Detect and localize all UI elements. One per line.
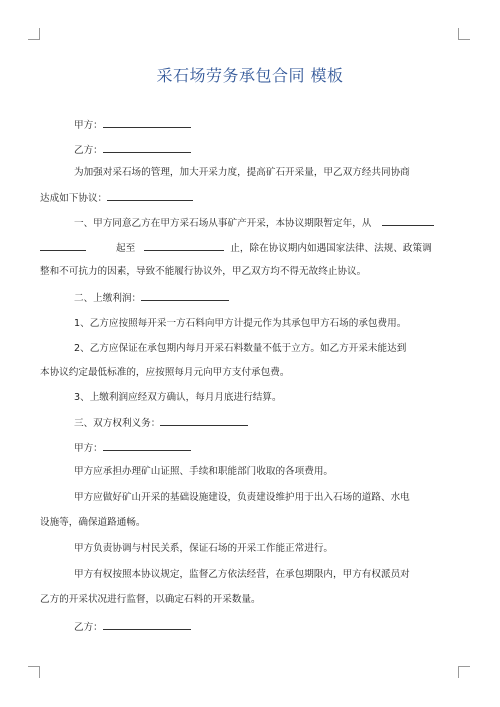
party-a-duty-4b: 乙方的开采状况进行监督，以确定石料的开采数量。 xyxy=(40,594,261,605)
page-corner-mark-top-right xyxy=(458,28,470,40)
intro-text-2: 达成如下协议： xyxy=(40,193,108,204)
clause1-end-date-blank xyxy=(144,241,224,251)
clause1-text-2b: 止，除在协议期内如遇国家法律、法规、政策调 xyxy=(230,243,432,254)
party-a-label: 甲方： xyxy=(74,120,103,131)
party-b-label: 乙方： xyxy=(74,145,103,156)
party-a-blank xyxy=(103,118,191,128)
section2-item-3: 3、上缴利润应经双方确认，每月月底进行结算。 xyxy=(74,392,282,403)
party-b-duty-label: 乙方： xyxy=(74,622,103,633)
section2-item-2a: 2、乙方应保证在承包期内每月开采石料数量不低于立方。如乙方开采未能达到 xyxy=(74,343,407,354)
party-a-line xyxy=(74,118,191,132)
section2-item-2b: 本协议约定最低标准的，应按照每月元向甲方支付承包费。 xyxy=(40,367,290,378)
intro-line-1: 为加强对采石场的管理，加大开采力度，提高矿石开采量，甲乙双方经共同协商 xyxy=(74,167,410,178)
page-corner-mark-top-left xyxy=(28,28,40,40)
page-corner-mark-bottom-right xyxy=(458,666,470,678)
clause1-start-blank xyxy=(382,216,434,226)
party-b-duty-blank xyxy=(103,620,191,630)
section2-line xyxy=(74,291,229,305)
document-title: 采石场劳务承包合同 模板 xyxy=(156,66,344,85)
section2-item-1: 1、乙方应按照每开采一方石料向甲方计提元作为其承包甲方石场的承包费用。 xyxy=(74,318,407,329)
party-a-duty-label: 甲方： xyxy=(74,443,103,454)
section3-line xyxy=(74,416,248,430)
party-a-duty-2b: 设施等，确保道路通畅。 xyxy=(40,517,146,528)
page-corner-mark-bottom-left xyxy=(28,666,40,678)
section2-heading: 二、上缴利润： xyxy=(74,293,142,304)
party-a-duty-4a: 甲方有权按照本协议规定，监督乙方依法经营，在承包期限内，甲方有权派员对 xyxy=(74,569,410,580)
clause1-start-date-blank xyxy=(40,241,86,251)
clause1-text-1: 一、甲方同意乙方在甲方采石场从事矿产开采，本协议期限暂定年，从 xyxy=(74,218,372,229)
party-b-line xyxy=(74,143,191,157)
party-a-duty-blank xyxy=(103,441,191,451)
clause1-line-1 xyxy=(74,216,434,230)
clause1-text-2a: 起至 xyxy=(116,243,136,254)
section2-blank xyxy=(141,291,229,301)
section3-heading: 三、双方权利义务： xyxy=(74,418,161,429)
party-b-blank xyxy=(103,143,191,153)
party-b-duty-line xyxy=(74,620,191,634)
party-a-duty-1: 甲方应承担办理矿山证照、手续和职能部门收取的各项费用。 xyxy=(74,466,334,477)
clause1-line-2 xyxy=(40,241,432,255)
party-a-duty-3: 甲方负责协调与村民关系，保证石场的开采工作能正常进行。 xyxy=(74,543,334,554)
intro-line-2 xyxy=(40,191,193,205)
clause1-line-3: 整和不可抗力的因素，导致不能履行协议外，甲乙双方均不得无故终止协议。 xyxy=(40,266,367,277)
party-a-duty-line xyxy=(74,441,191,455)
section3-blank xyxy=(160,416,248,426)
party-a-duty-2a: 甲方应做好矿山开采的基础设施建设，负责建设维护用于出入石场的道路、水电 xyxy=(74,492,410,503)
intro-blank xyxy=(107,191,193,201)
